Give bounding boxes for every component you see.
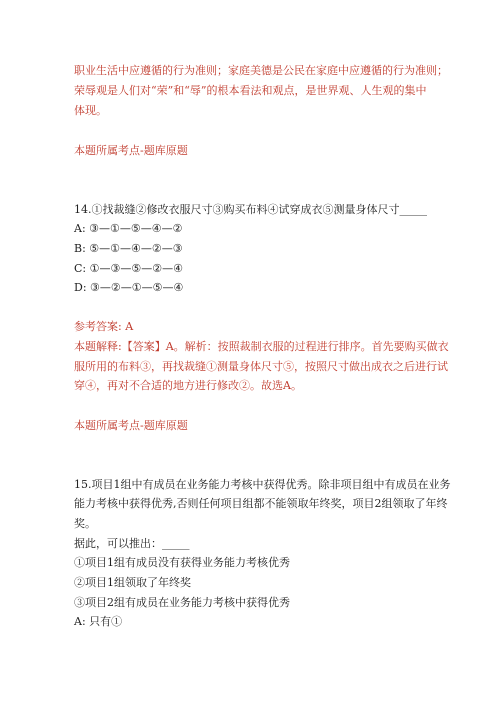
q15-stem-line-3: 奖。 bbox=[74, 517, 96, 530]
q14-explanation-line-3: 穿④，再对不合适的地方进行修改②。故选A。 bbox=[74, 379, 302, 392]
q15-statement-3: ③项目2组有成员在业务能力考核中获得优秀 bbox=[74, 596, 290, 609]
q14-source: 本题所属考点-题库原题 bbox=[74, 419, 188, 432]
intro-line-2: 荣辱观是人们对“荣”和“辱”的根本看法和观点，是世界观、人生观的集中 bbox=[74, 84, 427, 97]
q15-option-a: A: 只有① bbox=[74, 615, 123, 628]
intro-line-1: 职业生活中应遵循的行为准则；家庭美德是公民在家庭中应遵循的行为准则； bbox=[74, 64, 448, 77]
q15-stem-line-1: 15.项目1组中有成员在业务能力考核中获得优秀。除非项目组中有成员在业务 bbox=[74, 478, 451, 491]
q14-option-a: A: ③—①—⑤—④—② bbox=[74, 222, 183, 235]
q14-explanation-line-1: 本题解释:【答案】A。解析：按照裁制衣服的过程进行排序。首先要购买做衣 bbox=[74, 340, 449, 353]
q14-explanation-line-2: 服所用的布料③，再找裁缝①测量身体尺寸⑤，按照尺寸做出成衣之后进行试 bbox=[74, 360, 448, 373]
q14-stem: 14.①找裁缝②修改衣服尺寸③购买布料④试穿成衣⑤测量身体尺寸_____ bbox=[74, 203, 427, 216]
q15-stem-line-2: 能力考核中获得优秀,否则任何项目组都不能领取年终奖，项目2组领取了年终 bbox=[74, 497, 448, 510]
q14-option-c: C: ①—③—⑤—②—④ bbox=[74, 262, 183, 275]
q15-statement-1: ①项目1组有成员没有获得业务能力考核优秀 bbox=[74, 556, 290, 569]
q14-option-b: B: ⑤—①—④—②—③ bbox=[74, 242, 183, 255]
intro-source: 本题所属考点-题库原题 bbox=[74, 144, 188, 157]
q15-prompt: 据此，可以推出：_____ bbox=[74, 537, 190, 550]
q14-answer: 参考答案: A bbox=[74, 320, 134, 333]
q15-statement-2: ②项目1组领取了年终奖 bbox=[74, 576, 191, 589]
intro-line-3: 体现。 bbox=[74, 104, 107, 117]
q14-option-d: D: ③—②—①—⑤—④ bbox=[74, 281, 184, 294]
